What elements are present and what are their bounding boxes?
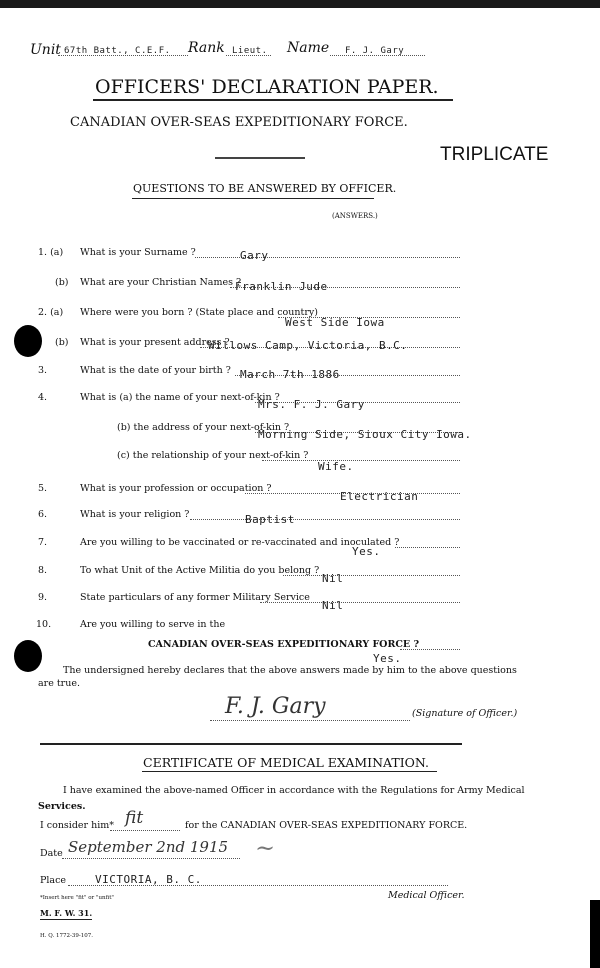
medical-officer-signature: ~ [255, 834, 276, 862]
question-text: Where were you born ? (State place and country) [80, 307, 318, 318]
date-value: September 2nd 1915 [68, 838, 229, 856]
form-print-code: H. Q. 1772-39-107. [40, 933, 93, 939]
date-label: Date [40, 848, 63, 859]
name-value: F. J. Gary [345, 46, 405, 56]
answer-next-of-kin-address: Morning Side, Sioux City Iowa. [258, 428, 472, 441]
rank-label: Rank [188, 40, 225, 56]
unit-label: Unit [30, 42, 61, 58]
question-text: What is (a) the name of your next-of-kin ? [80, 392, 280, 403]
medical-text: Services. [38, 801, 86, 812]
q-number: (b) [55, 337, 69, 348]
q-number: (b) [55, 277, 69, 288]
document-title: OFFICERS' DECLARATION PAPER. [95, 76, 439, 98]
question-text: CANADIAN OVER-SEAS EXPEDITIONARY FORCE ? [148, 639, 420, 650]
consider-label: I consider him* [40, 820, 115, 831]
answer-serve-overseas: Yes. [373, 652, 402, 665]
question-text: (c) the relationship of your next-of-kin ? [117, 450, 309, 461]
medical-heading: CERTIFICATE OF MEDICAL EXAMINATION. [143, 755, 430, 770]
rank-value: Lieut. [232, 46, 268, 56]
question-text: Are you willing to be vaccinated or re-vaccinated and inoculated ? [80, 537, 400, 548]
question-text: What is your profession or occupation ? [80, 483, 272, 494]
answer-birthplace: West Side Iowa [285, 316, 385, 329]
fitness-value: fit [125, 808, 144, 828]
officer-signature: F. J. Gary [225, 694, 326, 719]
question-text: (b) the address of your next-of-kin ? [117, 422, 290, 433]
answer-military-service: Nil [322, 599, 344, 612]
medical-text: I have examined the above-named Officer in accordance with the Regulations for Army Medical [63, 785, 525, 796]
q-number: 7. [38, 537, 48, 548]
q-number: 6. [38, 509, 48, 520]
signature-label: (Signature of Officer.) [412, 708, 518, 719]
medical-officer-label: Medical Officer. [388, 890, 465, 901]
q-number: 5. [38, 483, 48, 494]
answer-relationship: Wife. [318, 460, 354, 473]
q-number: 2. (a) [38, 307, 64, 318]
document-subtitle: CANADIAN OVER-SEAS EXPEDITIONARY FORCE. [70, 115, 408, 130]
q-number: 8. [38, 565, 48, 576]
section-heading: QUESTIONS TO BE ANSWERED BY OFFICER. [133, 182, 397, 195]
place-label: Place [40, 875, 67, 886]
answer-vaccination: Yes. [352, 545, 381, 558]
question-text: What is your Surname ? [80, 247, 196, 258]
answer-occupation: Electrician [340, 490, 419, 503]
q-number: 9. [38, 592, 48, 603]
punch-hole [14, 640, 42, 672]
consider-suffix: for the CANADIAN OVER-SEAS EXPEDITIONARY FORCE. [185, 820, 468, 831]
footnote: *Insert here "fit" or "unfit" [40, 895, 114, 901]
unit-value: 67th Batt., C.E.F. [64, 46, 171, 56]
question-text: What is the date of your birth ? [80, 365, 231, 376]
question-text: To what Unit of the Active Militia do you belong ? [80, 565, 320, 576]
declaration-text: The undersigned hereby declares that the above answers made by him to the above questions [63, 665, 517, 676]
scan-border [0, 0, 600, 8]
q-number: 4. [38, 392, 48, 403]
question-text: Are you willing to serve in the [80, 619, 226, 630]
answer-present-address: Willows Camp, Victoria, B.C. [208, 339, 408, 352]
answer-next-of-kin-name: Mrs. F. J. Gary [258, 398, 365, 411]
q-number: 3. [38, 365, 48, 376]
question-text: What is your religion ? [80, 509, 190, 520]
triplicate-stamp: TRIPLICATE [440, 144, 549, 165]
declaration-text: are true. [38, 678, 80, 689]
answer-surname: Gary [240, 249, 269, 262]
place-value: VICTORIA, B. C. [95, 873, 202, 886]
answer-militia-unit: Nil [322, 572, 344, 585]
answer-christian-names: Franklin Jude [235, 280, 328, 293]
answers-heading: (ANSWERS.) [332, 212, 378, 220]
answer-religion: Baptist [245, 513, 295, 526]
answer-birth-date: March 7th 1886 [240, 368, 340, 381]
question-text: State particulars of any former Military Service [80, 592, 310, 603]
q-number: 10. [36, 619, 52, 630]
name-label: Name [287, 40, 330, 56]
scan-edge [590, 900, 600, 968]
question-text: What are your Christian Names ? [80, 277, 242, 288]
question-text: What is your present address ? [80, 337, 230, 348]
q-number: 1. (a) [38, 247, 64, 258]
form-code: M. F. W. 31. [40, 908, 93, 918]
punch-hole [14, 325, 42, 357]
